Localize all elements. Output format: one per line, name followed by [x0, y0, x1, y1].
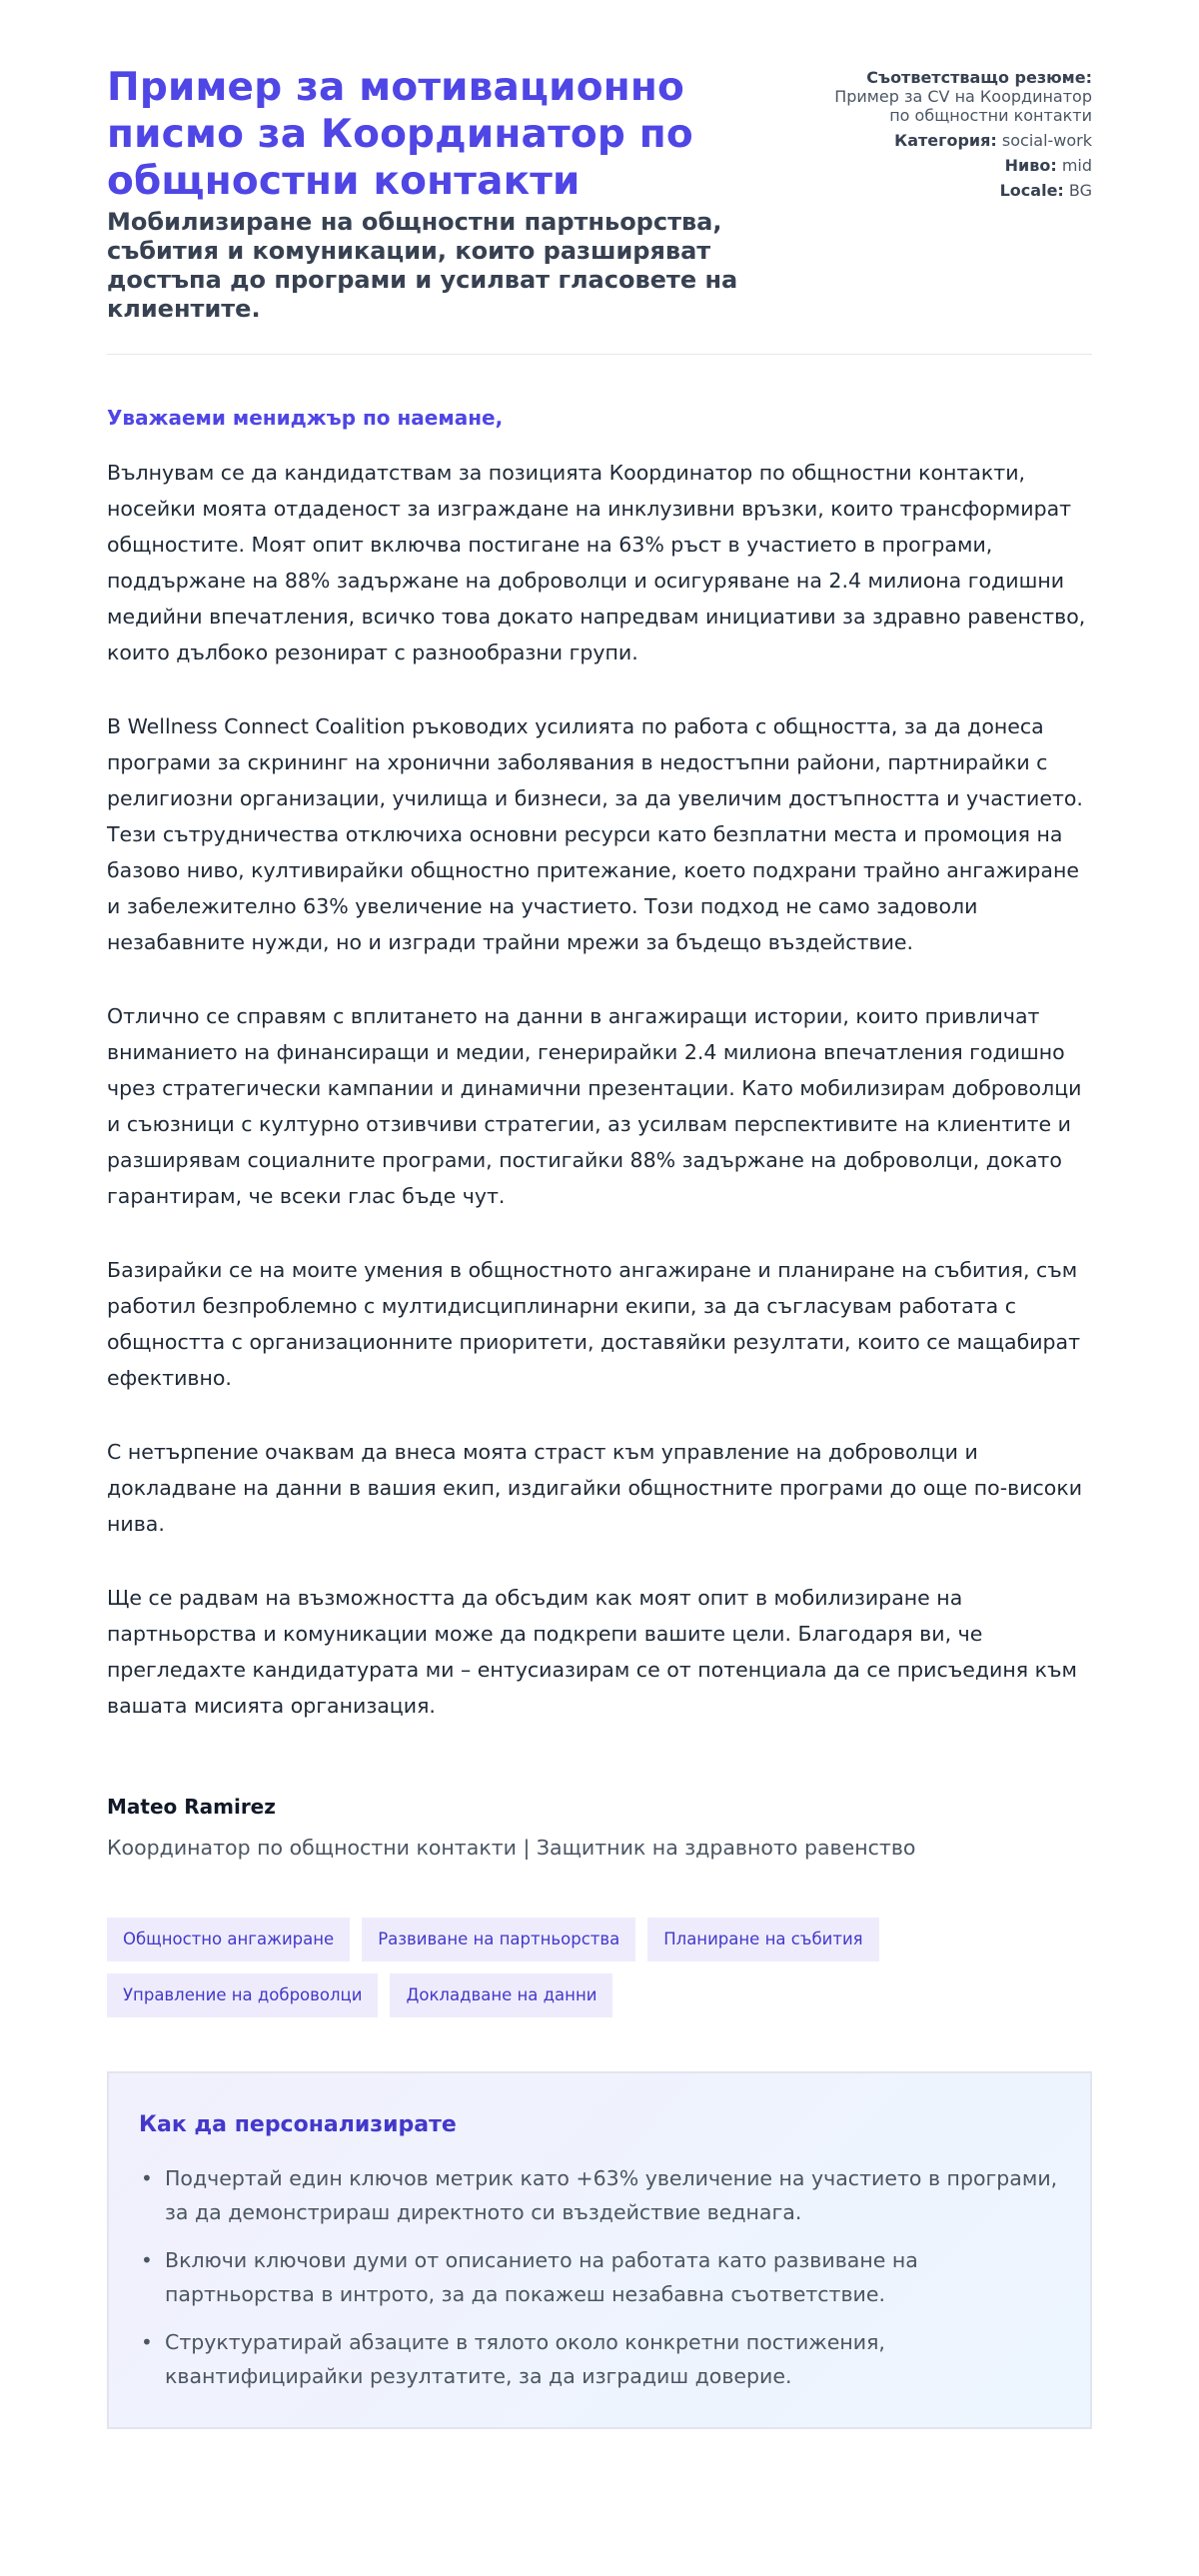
letter-paragraph: В Wellness Connect Coalition ръководих усилията по работа с общността, за да донеса програми за скрининг на хронични заболявания в недостъпни райони, партнирайки с религиозни организации, училища и бизнеси, за да увеличим достъпността и участието. Тези сътрудничества отключиха основни ресурси като безплатни места и промоция на базово ниво, култивирайки общностно притежание, което подхрани трайно ангажиране и забележително 63% увеличение на участието. Този подход не само задоволи незабавните нужди, но и изгради трайни мрежи за бъдещо въздействие. [107, 714, 1083, 954]
bullet-icon: • [141, 2248, 153, 2272]
letter-greeting: Уважаеми мениджър по наемане, [107, 406, 504, 430]
meta-level-value: mid [1061, 156, 1092, 175]
meta-resume-value: Пример за CV на Координатор по общностни контакти [834, 87, 1092, 125]
tips-item-text: Включи ключови думи от описанието на работата като развиване на партньорства в интрото, за да покажеш незабавна съответствие. [165, 2248, 918, 2306]
meta-resume [832, 68, 1092, 125]
signature-name: Mateo Ramirez [107, 1795, 276, 1819]
meta-category [832, 131, 1092, 150]
letter-paragraph: С нетърпение очаквам да внеса моята страст към управление на доброволци и докладване на данни в вашия екип, издигайки общностните програми до още по-високи нива. [107, 1440, 1083, 1536]
meta-level [832, 156, 1092, 175]
signature-title: Координатор по общностни контакти | Защитник на здравното равенство [107, 1836, 916, 1860]
letter-paragraph: Вълнувам се да кандидатствам за позицията Координатор по общностни контакти, носейки моята отдаденост за изграждане на инклузивни връзки, които трансформират общностите. Моят опит включва постигане на 63% ръст в участието в програми, поддържане на 88% задържане на доброволци и осигуряване на 2.4 милиона годишни медийни впечатления, всичко това докато напредвам инициативи за здравно равенство, които дълбоко резонират с разнообразни групи. [107, 461, 1086, 664]
tips-item [139, 2243, 1060, 2311]
meta-level-label: Ниво: [1004, 156, 1057, 175]
skill-tags [107, 1918, 966, 2017]
bullet-icon: • [141, 2166, 153, 2190]
tips-item-text: Подчертай един ключов метрик като +63% увеличение на участието в програми, за да демонстрираш директното си въздействие веднага. [165, 2166, 1058, 2224]
meta-category-value: social-work [1001, 131, 1092, 150]
meta-panel [832, 64, 1092, 206]
letter-paragraph: Базирайки се на моите умения в общностното ангажиране и планиране на събития, съм работил безпроблемно с мултидисциплинарни екипи, за да съгласувам работата с общността с организационните приоритети, доставяйки резултати, които се мащабират ефективно. [107, 1258, 1081, 1390]
meta-locale-value: BG [1068, 181, 1092, 200]
page-subtitle: Мобилизиране на общностни партньорства, събития и комуникации, които разширяват достъпа до програми и усилват гласовете на клиентите. [107, 208, 738, 323]
skill-tag[interactable]: Планиране на събития [647, 1918, 878, 1961]
skill-tag[interactable]: Докладване на данни [390, 1973, 612, 2017]
signature-block [107, 1794, 1092, 1862]
skill-tag[interactable]: Общностно ангажиране [107, 1918, 350, 1961]
skill-tag[interactable]: Развиване на партньорства [362, 1918, 635, 1961]
page-title: Пример за мотивационно писмо за Координатор по общностни контакти [107, 65, 693, 204]
meta-locale-label: Locale: [999, 181, 1064, 200]
skill-tag[interactable]: Управление на доброволци [107, 1973, 378, 2017]
tips-item [139, 2325, 1060, 2393]
meta-locale [832, 181, 1092, 200]
tips-title: Как да персонализирате [139, 2112, 457, 2137]
tips-item [139, 2161, 1060, 2229]
bullet-icon: • [141, 2330, 153, 2354]
meta-category-label: Категория: [894, 131, 997, 150]
letter-paragraph: Отлично се справям с вплитането на данни в ангажиращи истории, които привличат вниманието на финансиращи и медии, генерирайки 2.4 милиона впечатления годишно чрез стратегически кампании и динамични презентации. Като мобилизирам доброволци и съюзници с културно отзивчиви стратегии, аз усилвам перспективите на клиентите и разширявам социалните програми, постигайки 88% задържане на доброволци, докато гарантирам, че всеки глас бъде чут. [107, 1004, 1082, 1208]
title-block [107, 64, 796, 324]
page-header [107, 64, 1092, 355]
letter-body [107, 405, 1092, 1724]
customization-tips-box [107, 2071, 1092, 2429]
letter-paragraph: Ще се радвам на възможността да обсъдим как моят опит в мобилизиране на партньорства и комуникации може да подкрепи вашите цели. Благодаря ви, че прегледахте кандидатурата ми – ентусиазирам се от потенциала да се присъединя към вашата мисията организация. [107, 1586, 1077, 1718]
meta-resume-label: Съответстващо резюме: [866, 68, 1092, 87]
tips-item-text: Структуратирай абзаците в тялото около конкретни постижения, квантифицирайки резултатите, за да изградиш доверие. [165, 2330, 885, 2388]
tips-list [139, 2161, 1060, 2393]
